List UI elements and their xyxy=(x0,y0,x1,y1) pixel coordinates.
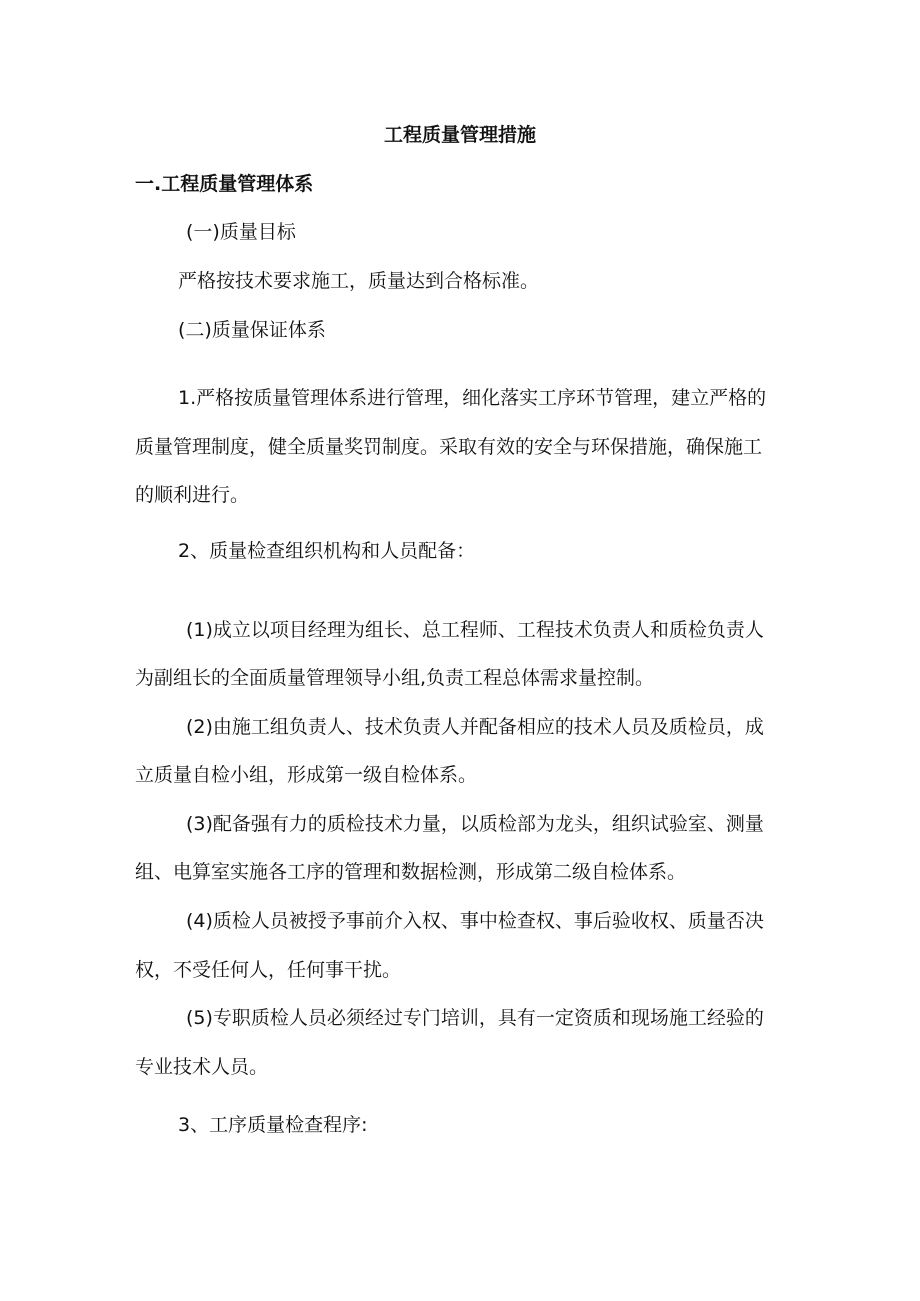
paragraph-1-line-2: 为副组长的全面质量管理领导小组,负责工程总体需求量控制。 xyxy=(135,667,655,689)
paragraph-5-line-2: 专业技术人员。 xyxy=(135,1056,269,1078)
paragraph-3-line-2: 组、电算室实施各工序的管理和数据检测，形成第二级自检体系。 xyxy=(135,861,687,883)
subheading-quality-goal: (一)质量目标 xyxy=(186,221,296,243)
item-2-heading: 2、质量检查组织机构和人员配备： xyxy=(178,540,476,562)
quality-goal-text: 严格按技术要求施工，质量达到合格标准。 xyxy=(178,270,540,292)
document-title: 工程质量管理措施 xyxy=(383,124,536,146)
paragraph-2-line-2: 立质量自检小组，形成第一级自检体系。 xyxy=(135,764,478,786)
paragraph-5-line-1: (5)专职质检人员必须经过专门培训，具有一定资质和现场施工经验的 xyxy=(186,1007,764,1029)
paragraph-4-line-2: 权，不受任何人，任何事干扰。 xyxy=(135,959,402,981)
item-1-line-2: 质量管理制度，健全质量奖罚制度。采取有效的安全与环保措施，确保施工 xyxy=(135,436,763,458)
paragraph-4-line-1: (4)质检人员被授予事前介入权、事中检查权、事后验收权、质量否决 xyxy=(186,910,764,932)
subheading-quality-assurance: (二)质量保证体系 xyxy=(178,319,326,341)
item-1-line-3: 的顺利进行。 xyxy=(135,484,250,506)
section-heading-1: 一.工程质量管理体系 xyxy=(135,173,314,195)
paragraph-1-line-1: (1)成立以项目经理为组长、总工程师、工程技术负责人和质检负责人 xyxy=(186,619,764,641)
paragraph-3-line-1: (3)配备强有力的质检技术力量，以质检部为龙头，组织试验室、测量 xyxy=(186,813,764,835)
paragraph-2-line-1: (2)由施工组负责人、技术负责人并配备相应的技术人员及质检员，成 xyxy=(186,716,764,738)
item-1-line-1: 1.严格按质量管理体系进行管理，细化落实工序环节管理，建立严格的 xyxy=(178,387,767,409)
item-3-heading: 3、工序质量检查程序: xyxy=(178,1114,368,1136)
